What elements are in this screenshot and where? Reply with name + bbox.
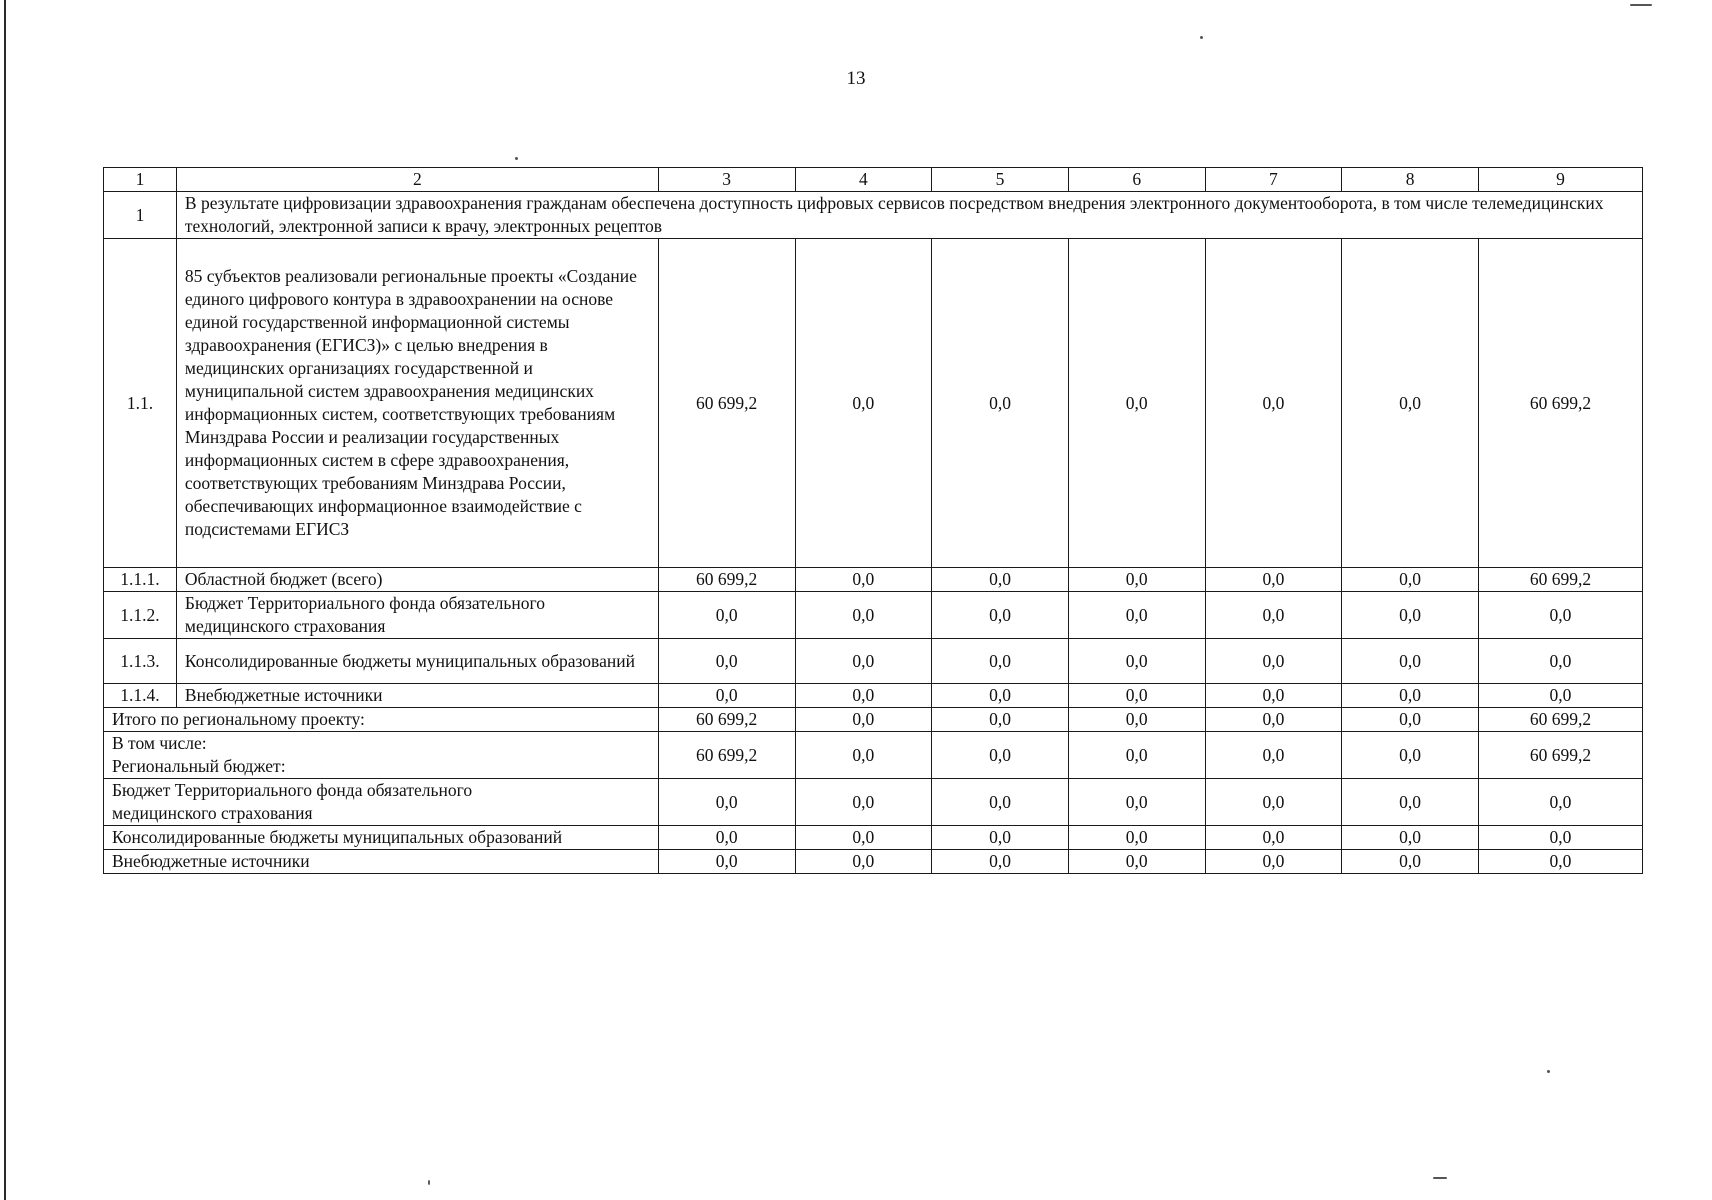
total-label: Внебюджетные источники	[104, 850, 659, 874]
scan-edge-line	[4, 0, 6, 1200]
value-cell: 60 699,2	[1478, 732, 1642, 779]
row-number: 1.1.2.	[104, 592, 177, 639]
item-row	[104, 239, 1643, 568]
row-label: Внебюджетные источники	[176, 684, 658, 708]
scan-speck	[1630, 4, 1652, 6]
value-cell: 0,0	[1342, 639, 1479, 684]
value-cell: 0,0	[795, 639, 932, 684]
row-number: 1	[104, 192, 177, 239]
value-cell: 60 699,2	[658, 568, 795, 592]
value-cell: 0,0	[1068, 239, 1205, 568]
value-cell: 0,0	[1478, 826, 1642, 850]
value-cell: 0,0	[1205, 592, 1342, 639]
value-cell: 0,0	[1478, 592, 1642, 639]
subitem-row	[104, 639, 1643, 684]
value-cell: 0,0	[1205, 708, 1342, 732]
row-label: Консолидированные бюджеты муниципальных образований	[176, 639, 658, 684]
section-description: В результате цифровизации здравоохранения гражданам обеспечена доступность цифровых сервисов посредством внедрения электронного документооборота, в том числе телемедицинских технологий, электронной записи к врачу, электронных рецептов	[176, 192, 1642, 239]
value-cell: 0,0	[932, 568, 1069, 592]
page-number: 13	[846, 68, 866, 89]
value-cell: 0,0	[932, 850, 1069, 874]
value-cell: 0,0	[1342, 568, 1479, 592]
column-header: 5	[932, 168, 1069, 192]
value-cell: 0,0	[932, 239, 1069, 568]
value-cell: 0,0	[1068, 732, 1205, 779]
value-cell: 0,0	[658, 779, 795, 826]
value-cell: 0,0	[1205, 639, 1342, 684]
total-row	[104, 779, 1643, 826]
value-cell: 0,0	[1205, 826, 1342, 850]
column-header: 7	[1205, 168, 1342, 192]
total-label: Итого по региональному проекту:	[104, 708, 659, 732]
value-cell: 0,0	[1342, 779, 1479, 826]
total-label-line: Региональный бюджет:	[112, 756, 286, 776]
value-cell: 0,0	[795, 850, 932, 874]
value-cell: 0,0	[1205, 850, 1342, 874]
value-cell: 0,0	[1342, 850, 1479, 874]
column-header: 3	[658, 168, 795, 192]
total-row	[104, 826, 1643, 850]
value-cell: 0,0	[1342, 684, 1479, 708]
value-cell: 0,0	[795, 592, 932, 639]
column-header: 6	[1068, 168, 1205, 192]
value-cell: 0,0	[795, 568, 932, 592]
value-cell: 0,0	[795, 732, 932, 779]
section-row	[104, 192, 1643, 239]
value-cell: 0,0	[658, 826, 795, 850]
column-header: 9	[1478, 168, 1642, 192]
value-cell: 0,0	[1068, 568, 1205, 592]
value-cell: 0,0	[1478, 850, 1642, 874]
value-cell: 60 699,2	[1478, 239, 1642, 568]
value-cell: 0,0	[932, 708, 1069, 732]
value-cell: 0,0	[795, 779, 932, 826]
value-cell: 0,0	[932, 639, 1069, 684]
column-header: 4	[795, 168, 932, 192]
row-label: Областной бюджет (всего)	[176, 568, 658, 592]
value-cell: 60 699,2	[658, 239, 795, 568]
value-cell: 0,0	[1205, 684, 1342, 708]
column-header-row	[104, 168, 1643, 192]
value-cell: 0,0	[795, 684, 932, 708]
subitem-row	[104, 592, 1643, 639]
total-row	[104, 708, 1643, 732]
subitem-row	[104, 568, 1643, 592]
value-cell: 0,0	[1342, 239, 1479, 568]
value-cell: 0,0	[1068, 592, 1205, 639]
scan-speck	[1200, 36, 1203, 39]
value-cell: 0,0	[795, 708, 932, 732]
column-header: 8	[1342, 168, 1479, 192]
value-cell: 0,0	[1478, 779, 1642, 826]
column-header: 1	[104, 168, 177, 192]
value-cell: 0,0	[1342, 592, 1479, 639]
total-row	[104, 732, 1643, 779]
value-cell: 60 699,2	[658, 708, 795, 732]
item-description: 85 субъектов реализовали региональные проекты «Создание единого цифрового контура в здравоохранении на основе единой государственной информационной системы здравоохранения (ЕГИСЗ)» с целью внедрения в медицинских организациях государственной и муниципальной систем здравоохранения медицинских информационных систем, соответствующих требованиям Минздрава России и реализации государственных информационных систем в сфере здравоохранения, соответствующих требованиям Минздрава России, обеспечивающих информационное взаимодействие с подсистемами ЕГИСЗ	[176, 239, 658, 568]
value-cell: 0,0	[1068, 850, 1205, 874]
row-label: Бюджет Территориального фонда обязательного медицинского страхования	[176, 592, 658, 639]
total-label: Бюджет Территориального фонда обязательного медицинского страхования	[104, 779, 659, 826]
subitem-row	[104, 684, 1643, 708]
value-cell: 0,0	[932, 592, 1069, 639]
value-cell: 0,0	[658, 850, 795, 874]
value-cell: 0,0	[1478, 684, 1642, 708]
value-cell: 0,0	[1205, 732, 1342, 779]
value-cell: 0,0	[1205, 568, 1342, 592]
value-cell: 0,0	[1342, 826, 1479, 850]
value-cell: 0,0	[1068, 779, 1205, 826]
row-number: 1.1.	[104, 239, 177, 568]
value-cell: 0,0	[795, 826, 932, 850]
value-cell: 0,0	[658, 639, 795, 684]
value-cell: 0,0	[1342, 732, 1479, 779]
value-cell: 0,0	[1068, 708, 1205, 732]
value-cell: 60 699,2	[658, 732, 795, 779]
value-cell: 0,0	[932, 684, 1069, 708]
value-cell: 0,0	[1342, 708, 1479, 732]
total-label: Консолидированные бюджеты муниципальных образований	[104, 826, 659, 850]
row-number: 1.1.1.	[104, 568, 177, 592]
scan-speck	[428, 1180, 430, 1185]
scan-speck	[1433, 1177, 1447, 1179]
row-number: 1.1.4.	[104, 684, 177, 708]
value-cell: 0,0	[932, 779, 1069, 826]
value-cell: 60 699,2	[1478, 708, 1642, 732]
value-cell: 0,0	[658, 684, 795, 708]
value-cell: 0,0	[658, 592, 795, 639]
budget-table	[103, 167, 1643, 874]
value-cell: 0,0	[1068, 826, 1205, 850]
value-cell: 0,0	[1205, 239, 1342, 568]
value-cell: 0,0	[795, 239, 932, 568]
scan-speck	[1547, 1070, 1550, 1073]
value-cell: 60 699,2	[1478, 568, 1642, 592]
value-cell: 0,0	[932, 732, 1069, 779]
scan-speck	[515, 157, 518, 160]
total-row	[104, 850, 1643, 874]
value-cell: 0,0	[1068, 639, 1205, 684]
column-header: 2	[176, 168, 658, 192]
total-label	[104, 732, 659, 779]
row-number: 1.1.3.	[104, 639, 177, 684]
value-cell: 0,0	[1068, 684, 1205, 708]
value-cell: 0,0	[932, 826, 1069, 850]
value-cell: 0,0	[1205, 779, 1342, 826]
total-label-line: В том числе:	[112, 733, 207, 753]
value-cell: 0,0	[1478, 639, 1642, 684]
